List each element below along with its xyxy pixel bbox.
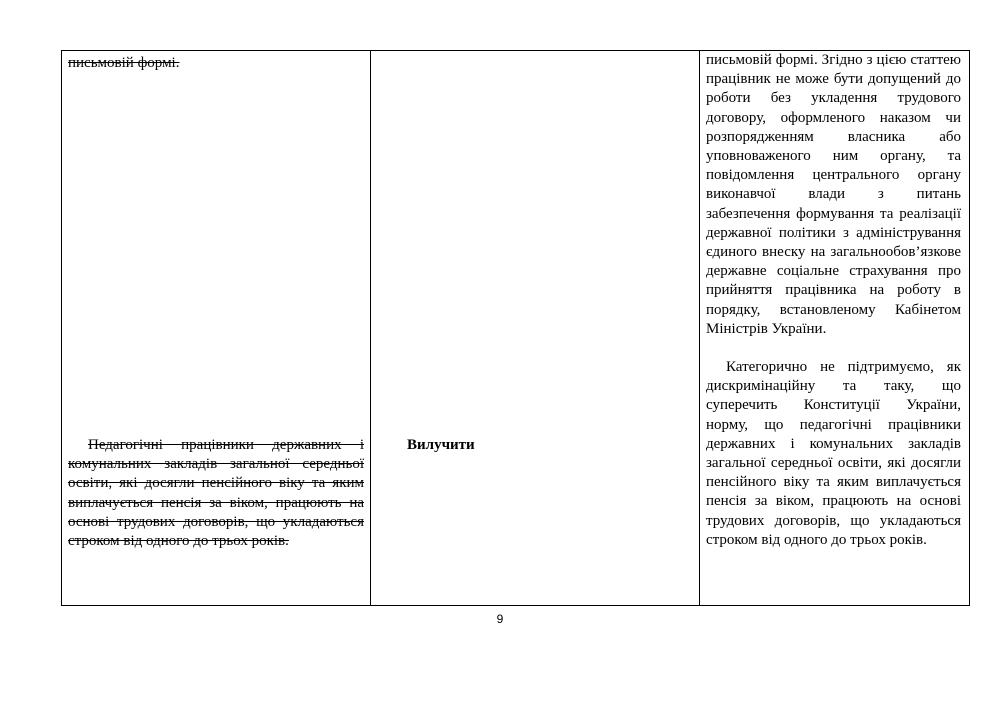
- proposal-cell: [371, 51, 700, 605]
- comparison-table: [61, 50, 970, 606]
- justification-cell: [700, 51, 969, 605]
- original-text-cell: [62, 51, 371, 605]
- verdict-label: Вилучити: [407, 437, 475, 453]
- justification-paragraph-2: Категорично не підтримуємо, як дискримінаційну та таку, що суперечить Конституції України, норму, що педагогічні працівники державних і комунальних закладів загальної середньої освіти, які досягли пенсійного віку та яким виплачується пенсія за віком, працюють на основі трудових договорів, що укладаються строком від одного до трьох років.: [706, 359, 961, 548]
- deleted-text-paragraph: Педагогічні працівники державних і комунальних закладів загальної середньої освіти, які досягли пенсійного віку та яким виплачується пенсія за віком, працюють на основі трудових договорів, що укладаються строком від одного до трьох років.: [68, 437, 364, 550]
- justification-paragraph-1: письмовій формі. Згідно з цією статтею працівник не може бути допущений до роботи без укладення трудового договору, оформленого наказом чи розпорядженням власника або уповноваженого ним органу, та повідомлення центрального органу виконавчої влади з питань забезпечення формування та реалізації державної політики з адміністрування єдиного внеску на загальнообов’язкове державне соціальне страхування про прийняття працівника на роботу в порядку, встановленому Кабінетом Міністрів України.: [706, 52, 961, 337]
- deleted-text-fragment: письмовій формі.: [68, 55, 180, 71]
- page-number: 9: [496, 612, 504, 626]
